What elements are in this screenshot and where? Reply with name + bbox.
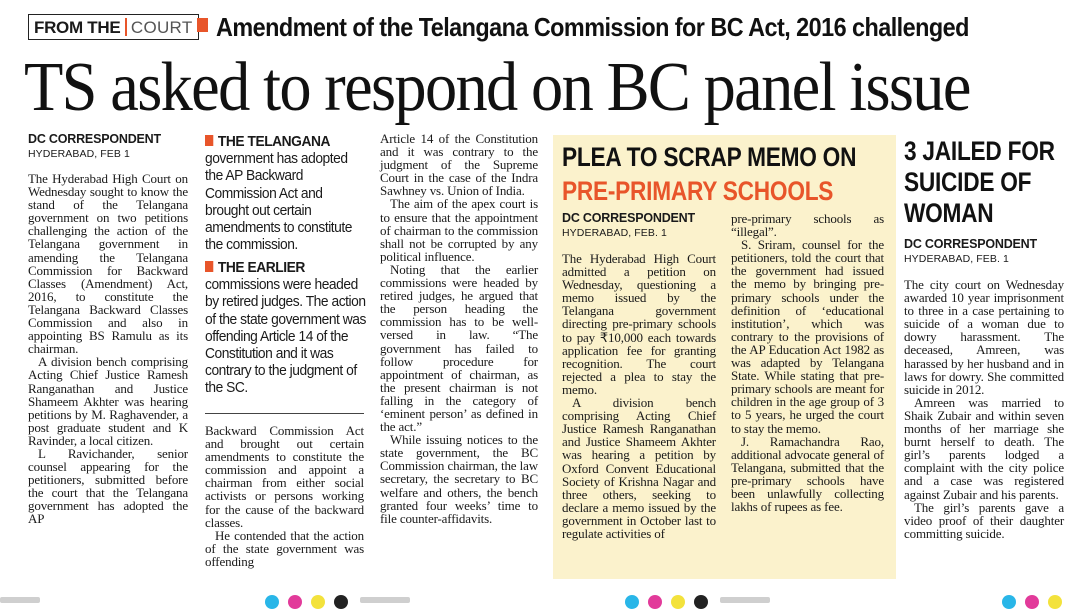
highlight-bullet-square	[205, 261, 213, 272]
jail-byline: DC CORRESPONDENT	[904, 237, 1037, 251]
kicker-headline: Amendment of the Telangana Commission for BC Act, 2016 challenged	[216, 12, 969, 42]
preprimary-column-1	[562, 252, 716, 540]
preprimary-headline-line-1: PLEA TO SCRAP MEMO ON	[562, 142, 857, 172]
paragraph: The Hyderabad High Court admitted a petition on Wednesday, questioning a memo issued by the Telangana government directing pre-primary schools to pay ₹10,000 each towards application fee for granting recognition. The court rejected a plea to stay the memo.	[562, 251, 716, 397]
preprimary-column-2	[731, 212, 884, 513]
kicker-divider	[125, 18, 127, 36]
registration-dot-magenta	[1025, 595, 1039, 609]
jail-headline: 3 JAILED FOR SUICIDE OF WOMAN	[904, 136, 1055, 228]
paragraph: While issuing notices to the state government, the BC Commission chairman, the law secretary, the secretary to BC welfare and others, the bench granted four weeks’ time to file counter-affidavits.	[380, 432, 538, 526]
registration-bar	[360, 597, 410, 603]
highlight-bullet-square	[205, 135, 213, 146]
jail-dateline: HYDERABAD, FEB. 1	[904, 253, 1009, 265]
paragraph: The aim of the apex court is to ensure that the appointment of chairman to the commission shall not be corrupted by any political influence.	[380, 196, 538, 264]
registration-dot-black	[334, 595, 348, 609]
paragraph: The Hyderabad High Court on Wednesday sought to know the stand of the Telangana government on two petitions challenging the action of the Telangana government in amending the Telangana Commission for Backward Classes (Amendment) Act, 2016, to constitute the Telangana Backward Classes Commission and also in appointing BS Ramulu as its chairman.	[28, 171, 188, 357]
paragraph: L Ravichander, senior counsel appearing for the petitioners, submitted before the court that the Telangana government has adopted the AP	[28, 445, 188, 527]
highlight-text: government has adopted the AP Backward Commission Act and brought out certain amendments to constitute the commission.	[205, 150, 352, 254]
paragraph: A division bench comprising Acting Chief Justice Ramesh Ranganathan and Justice Shameem Akhter was hearing petitions by M. Raghavender, a post graduate student and K Ravinder, a local citizen.	[28, 354, 188, 448]
main-dateline: HYDERABAD, FEB 1	[28, 148, 130, 160]
paragraph: Amreen was married to Shaik Zubair and within seven months of her marriage she burnt herself to death. The girl’s parents lodged a complaint with the city police and a case was registered against Zubair and his parents.	[904, 394, 1064, 502]
highlight-quote-2	[205, 259, 366, 397]
paragraph: J. Ramachandra Rao, additional advocate general of Telangana, submitted that the pre-primary schools have been unlawfully collecting lakhs of rupees as fee.	[731, 433, 884, 515]
paragraph: He contended that the action of the state government was offending	[205, 527, 364, 569]
main-headline: TS asked to respond on BC panel issue	[24, 49, 970, 126]
registration-dot-cyan	[265, 595, 279, 609]
section-kicker	[28, 14, 199, 40]
highlight-quote-1	[205, 133, 366, 253]
highlight-lead: THE TELANGANA	[217, 133, 330, 150]
paragraph: The girl’s parents gave a video proof of their daughter committing suicide.	[904, 499, 1064, 541]
registration-dot-yellow	[311, 595, 325, 609]
main-column-1	[28, 172, 188, 526]
registration-dot-yellow	[671, 595, 685, 609]
kicker-label-light: COURT	[130, 17, 193, 37]
registration-dot-black	[694, 595, 708, 609]
registration-dot-yellow	[1048, 595, 1062, 609]
registration-dot-magenta	[288, 595, 302, 609]
registration-dot-cyan	[625, 595, 639, 609]
highlight-lead: THE EARLIER	[217, 259, 305, 276]
main-column-2	[205, 424, 364, 568]
paragraph: The city court on Wednesday awarded 10 year imprisonment to three in a case pertaining to suicide of a woman due to dowry harassment. The deceased, Amreen, was harassed by her husband and in laws for dowry. She committed suicide in 2012.	[904, 277, 1064, 397]
main-byline: DC CORRESPONDENT	[28, 132, 161, 146]
registration-bar	[0, 597, 40, 603]
paragraph: A division bench comprising Acting Chief Justice Ramesh Ranganathan and Justice Shameem Akhter was hearing a petition by Oxford Convent Educational Society of Krishna Nagar and three others, seeking to declare a memo issued by the government in October last to regulate activities of	[562, 395, 716, 541]
highlight-text: commissions were headed by retired judges. The action of the state government was offending Article 14 of the Constitution and it was contrary to the judgment of the SC.	[205, 276, 366, 397]
kicker-bullet-square	[197, 18, 208, 32]
paragraph: Backward Commission Act and brought out certain amendments to constitute the commission and appoint a chairman from either social activists or persons working for the cause of the backward classes.	[205, 423, 364, 530]
preprimary-byline: DC CORRESPONDENT	[562, 211, 695, 225]
paragraph: Noting that the earlier commissions were headed by retired judges, he argued that the person heading the commission has to be well-versed in law. “The government has failed to follow procedure for appointment of chairman, as the present chairman is not falling in the category of ‘eminent person’ as defined in the act.”	[380, 261, 538, 435]
registration-dot-magenta	[648, 595, 662, 609]
kicker-label-bold: FROM THE	[34, 17, 121, 37]
registration-bar	[720, 597, 770, 603]
main-column-3	[380, 132, 538, 525]
jail-column	[904, 278, 1064, 540]
preprimary-dateline: HYDERABAD, FEB. 1	[562, 227, 667, 239]
registration-dot-cyan	[1002, 595, 1016, 609]
paragraph: pre-primary schools as “illegal”.	[731, 211, 884, 240]
paragraph: S. Sriram, counsel for the petitioners, told the court that the government had issued the memo by bringing pre-primary schools under the definition of ‘educational institution’, which was contrary to the provisions of the AP Education Act 1982 as was adapted by Telangana State. While stating that pre-primary schools are meant for children in the age group of 3 to 5 years, he urged the court to stay the memo.	[731, 237, 884, 436]
highlight-divider	[205, 413, 364, 414]
paragraph: Article 14 of the Constitution and it was contrary to the judgment of the Supreme Court in the case of the Indra Sawhney vs. Union of India.	[380, 131, 538, 199]
preprimary-headline-line-2: PRE-PRIMARY SCHOOLS	[562, 176, 834, 206]
